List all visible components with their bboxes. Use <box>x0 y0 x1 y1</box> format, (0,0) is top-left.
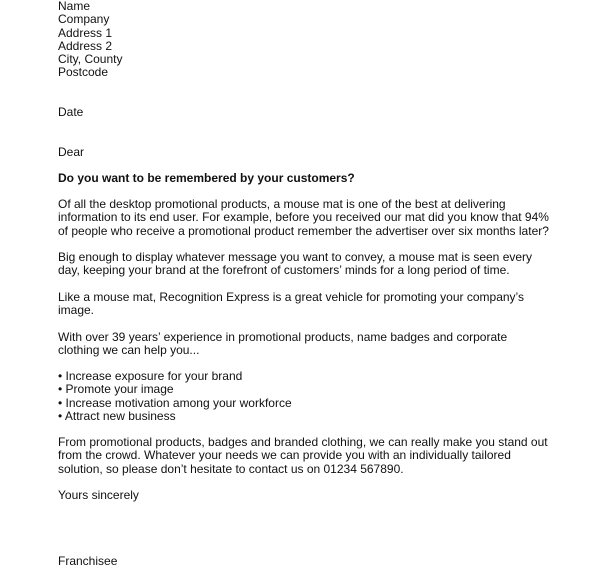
closing-paragraph <box>58 436 548 476</box>
heading: Do you want to be remembered by your customers? <box>58 171 355 185</box>
text-line: from the crowd. Whatever your needs we can provide you with an individually tailored <box>58 448 511 463</box>
address-line: Address 2 <box>58 38 113 53</box>
signature: Franchisee <box>58 554 118 568</box>
paragraph-2 <box>58 251 532 278</box>
salutation: Dear <box>58 145 85 159</box>
text-line: clothing we can help you... <box>58 343 200 358</box>
text-line: information to its end user. For example, before you received our mat did you know that 94% <box>58 210 549 225</box>
paragraph-3 <box>58 291 524 318</box>
list-item: • Promote your image <box>58 382 174 397</box>
address-line: Postcode <box>58 65 109 80</box>
date: Date <box>58 105 84 119</box>
text-line: Big enough to display whatever message you want to convey, a mouse mat is seen every <box>58 250 533 264</box>
text-line: image. <box>58 303 95 318</box>
address-line: Address 1 <box>58 25 113 40</box>
list-item: • Increase exposure for your brand <box>58 369 243 383</box>
text-line: of people who receive a promotional product remember the advertiser over six months later? <box>58 223 549 238</box>
text-line: Of all the desktop promotional products, a mouse mat is one of the best at delivering <box>58 197 506 211</box>
address-line: Name <box>58 0 91 13</box>
paragraph-1 <box>58 198 549 238</box>
address-line: Company <box>58 12 110 27</box>
text-line: Like a mouse mat, Recognition Express is a great vehicle for promoting your company’s <box>58 290 525 304</box>
text-line: With over 39 years’ experience in promotional products, name badges and corporate <box>58 330 508 344</box>
address-line: City, County <box>58 52 123 67</box>
list-item: • Attract new business <box>58 408 176 423</box>
text-line: From promotional products, badges and branded clothing, we can really make you stand out <box>58 435 548 449</box>
paragraph-4 <box>58 331 507 358</box>
list-item: • Increase motivation among your workforce <box>58 395 292 410</box>
text-line: solution, so please don’t hesitate to contact us on 01234 567890. <box>58 461 404 476</box>
recipient-address <box>58 0 122 80</box>
text-line: day, keeping your brand at the forefront of customers’ minds for a long period of time. <box>58 263 510 278</box>
bullet-list <box>58 370 292 423</box>
signoff: Yours sincerely <box>58 488 139 502</box>
